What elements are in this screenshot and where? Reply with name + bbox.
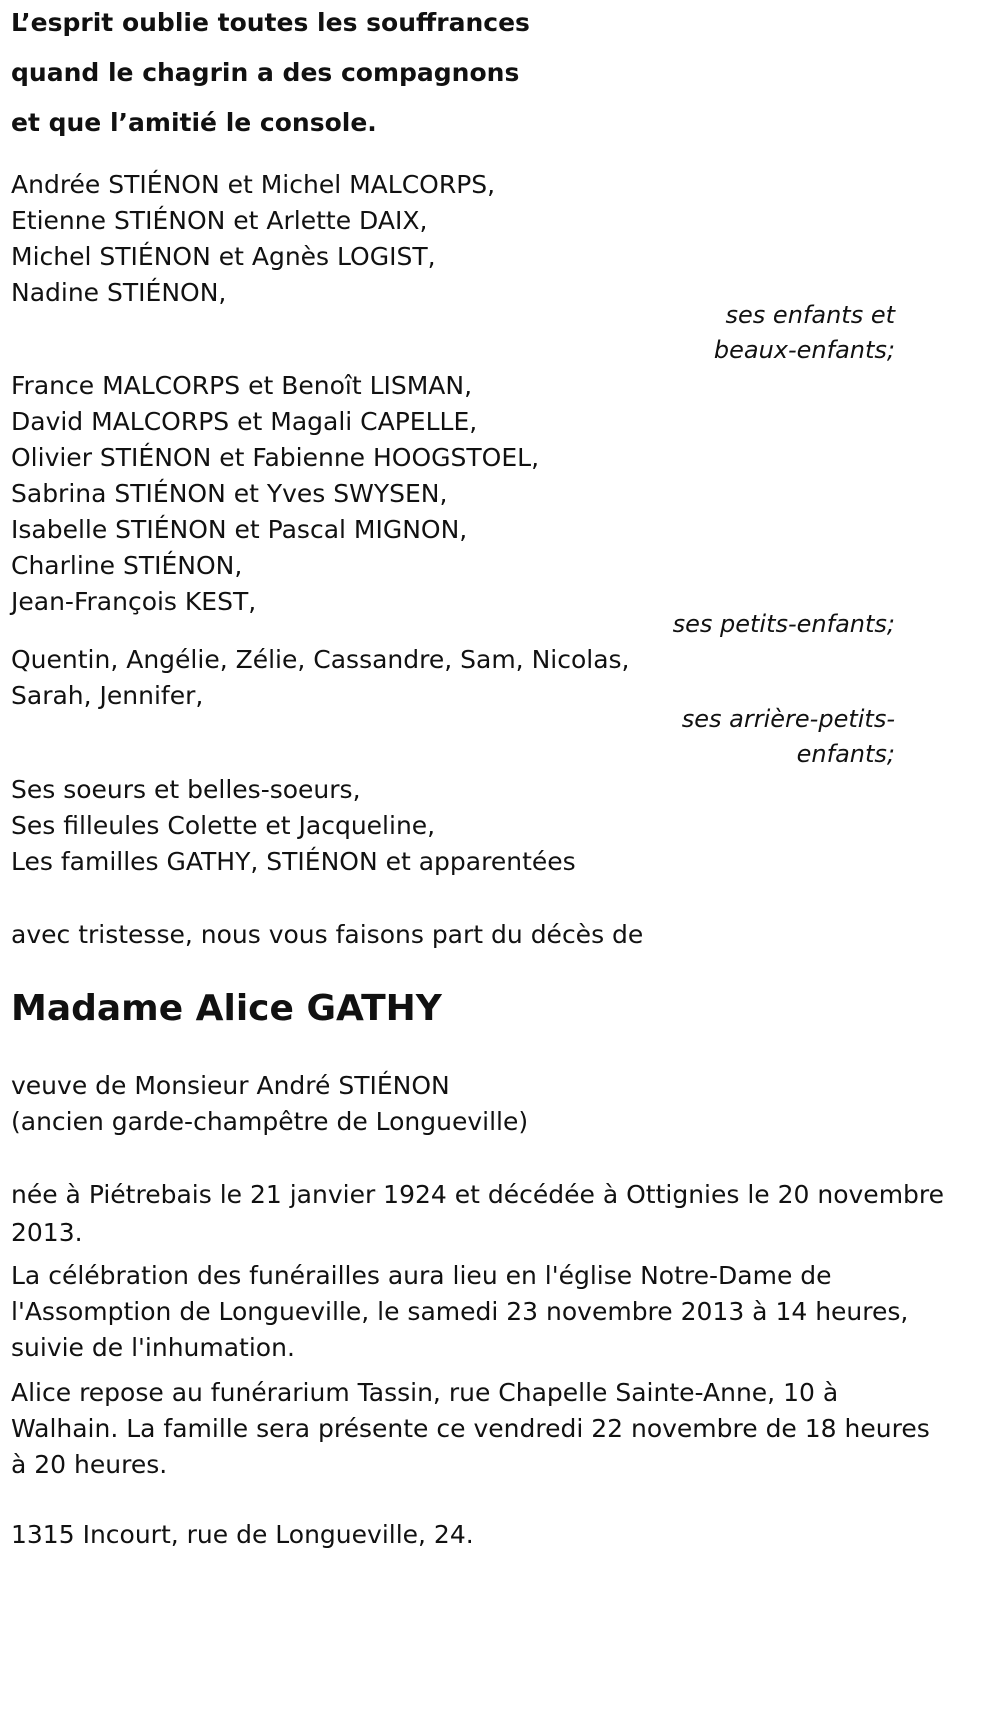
text-line: suivie de l'inhumation. xyxy=(11,1333,295,1362)
grandchildren-list xyxy=(11,366,539,622)
list-item: Quentin, Angélie, Zélie, Cassandre, Sam, Nicolas, xyxy=(11,645,630,674)
relation-line: ses enfants et xyxy=(725,301,895,329)
list-item: Etienne STIÉNON et Arlette DAIX, xyxy=(11,206,428,235)
grandchildren-relation xyxy=(495,605,895,643)
list-item: Sabrina STIÉNON et Yves SWYSEN, xyxy=(11,479,448,508)
text-line: (ancien garde-champêtre de Longueville) xyxy=(11,1107,529,1136)
relation-line: ses arrière-petits- xyxy=(681,705,895,733)
children-list xyxy=(11,165,495,313)
text-line: 2013. xyxy=(11,1218,83,1247)
deceased-name: Madame Alice GATHY xyxy=(11,988,442,1029)
list-item: Ses soeurs et belles-soeurs, xyxy=(11,775,361,804)
list-item: Charline STIÉNON, xyxy=(11,551,243,580)
list-item: David MALCORPS et Magali CAPELLE, xyxy=(11,407,478,436)
repose-info xyxy=(11,1374,991,1484)
birth-death xyxy=(11,1176,991,1252)
list-item: Ses filleules Colette et Jacqueline, xyxy=(11,811,436,840)
list-item: Andrée STIÉNON et Michel MALCORPS, xyxy=(11,170,496,199)
children-relation xyxy=(495,296,895,369)
text-line: à 20 heures. xyxy=(11,1450,168,1479)
announcement: avec tristesse, nous vous faisons part du décès de xyxy=(11,920,644,949)
epigraph-line: L’esprit oublie toutes les souffrances xyxy=(11,8,530,37)
relation-line: beaux-enfants; xyxy=(713,336,895,364)
relation-line: ses petits-enfants; xyxy=(672,610,895,638)
list-item: Les familles GATHY, STIÉNON et apparentées xyxy=(11,847,576,876)
text-line: l'Assomption de Longueville, le samedi 23 novembre 2013 à 14 heures, xyxy=(11,1297,909,1326)
text-line: La célébration des funérailles aura lieu en l'église Notre-Dame de xyxy=(11,1261,832,1290)
epigraph-line: et que l’amitié le console. xyxy=(11,108,377,137)
relation-line: enfants; xyxy=(796,740,895,768)
text-line: née à Piétrebais le 21 janvier 1924 et décédée à Ottignies le 20 novembre xyxy=(11,1180,945,1209)
epigraph xyxy=(11,0,530,148)
great-grandchildren-relation xyxy=(495,700,895,773)
others-list xyxy=(11,770,576,882)
address: 1315 Incourt, rue de Longueville, 24. xyxy=(11,1520,474,1549)
widow-of xyxy=(11,1066,528,1142)
list-item: Olivier STIÉNON et Fabienne HOOGSTOEL, xyxy=(11,443,540,472)
list-item: Jean-François KEST, xyxy=(11,587,257,616)
text-line: Alice repose au funérarium Tassin, rue Chapelle Sainte-Anne, 10 à xyxy=(11,1378,839,1407)
list-item: France MALCORPS et Benoît LISMAN, xyxy=(11,371,473,400)
list-item: Sarah, Jennifer, xyxy=(11,681,204,710)
epigraph-line: quand le chagrin a des compagnons xyxy=(11,58,520,87)
text-line: veuve de Monsieur André STIÉNON xyxy=(11,1071,450,1100)
funeral-info xyxy=(11,1257,991,1367)
list-item: Isabelle STIÉNON et Pascal MIGNON, xyxy=(11,515,468,544)
text-line: Walhain. La famille sera présente ce vendredi 22 novembre de 18 heures xyxy=(11,1414,930,1443)
list-item: Michel STIÉNON et Agnès LOGIST, xyxy=(11,242,436,271)
list-item: Nadine STIÉNON, xyxy=(11,278,227,307)
